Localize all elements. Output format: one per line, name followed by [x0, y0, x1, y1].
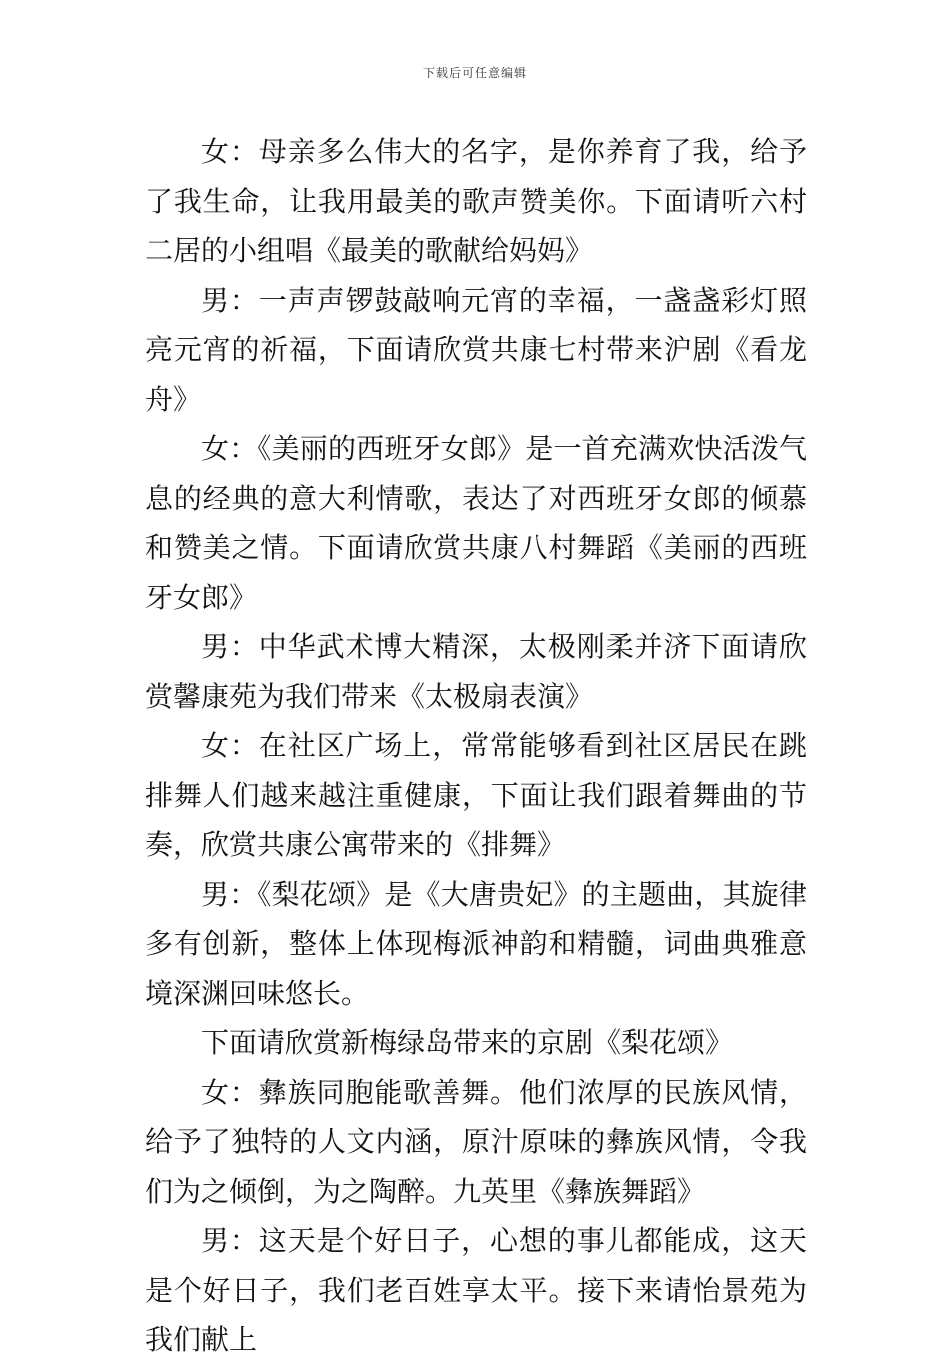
paragraph-1: 女：母亲多么伟大的名字，是你养育了我，给予了我生命，让我用最美的歌声赞美你。下面请听六村二居的小组唱《最美的歌献给妈妈》 — [145, 135, 807, 267]
paragraph-2: 男：一声声锣鼓敲响元宵的幸福，一盏盏彩灯照亮元宵的祈福，下面请欣赏共康七村带来沪剧《看龙舟》 — [145, 283, 807, 416]
document-body — [145, 127, 807, 1365]
paragraph-8: 女：彝族同胞能歌善舞。他们浓厚的民族风情，给予了独特的人文内涵，原汁原味的彝族风情，令我们为之倾倒，为之陶醉。九英里《彝族舞蹈》 — [145, 1075, 807, 1208]
paragraph-4: 男：中华武术博大精深，太极刚柔并济下面请欣赏馨康苑为我们带来《太极扇表演》 — [145, 630, 807, 713]
paragraph-9: 男：这天是个好日子，心想的事儿都能成，这天是个好日子，我们老百姓享太平。接下来请怡景苑为我们献上 — [145, 1224, 807, 1356]
paragraph-7: 下面请欣赏新梅绿岛带来的京剧《梨花颂》 — [201, 1026, 734, 1059]
page-header-note: 下载后可任意编辑 — [422, 66, 527, 80]
paragraph-5: 女：在社区广场上，常常能够看到社区居民在跳排舞人们越来越注重健康，下面让我们跟着舞曲的节奏，欣赏共康公寓带来的《排舞》 — [145, 729, 807, 861]
paragraph-3: 女：《美丽的西班牙女郎》是一首充满欢快活泼气息的经典的意大利情歌，表达了对西班牙女郎的倾慕和赞美之情。下面请欣赏共康八村舞蹈《美丽的西班牙女郎》 — [145, 432, 807, 614]
paragraph-6: 男：《梨花颂》是《大唐贵妃》的主题曲，其旋律多有创新，整体上体现梅派神韵和精髓，词曲典雅意境深渊回味悠长。 — [145, 877, 807, 1010]
